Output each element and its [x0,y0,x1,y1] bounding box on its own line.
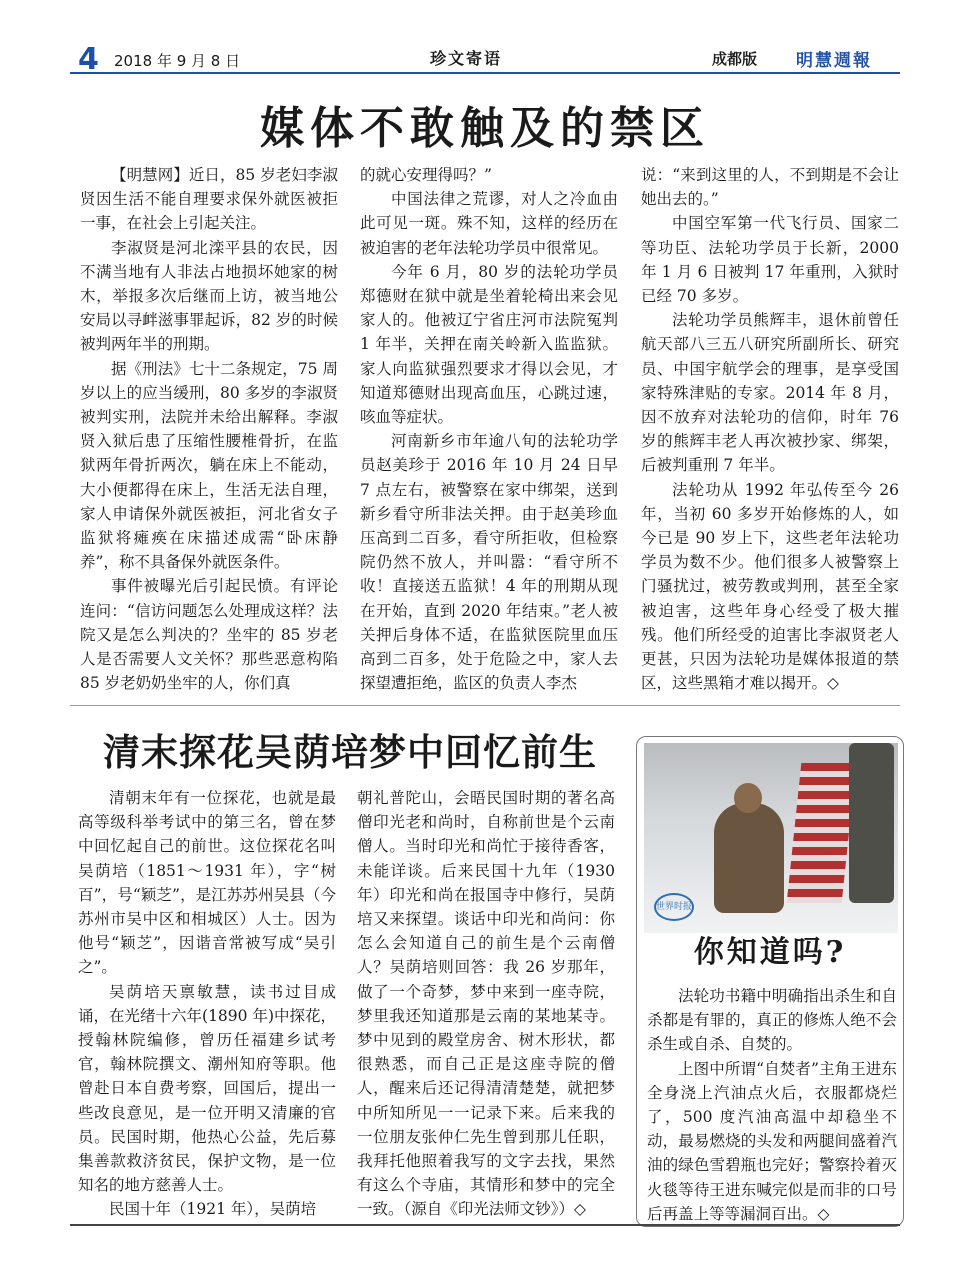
paragraph: 法轮功从 1992 年弘传至今 26 年，当初 60 多岁开始修炼的人，如今已是 90 岁上下，这些老年法轮功学员为数不少。他们很多人被警察上门骚扰过，被劳教或判刑，甚至全家被迫害，这些年身心经受了极大摧残。他们所经受的迫害比李淑贤老人更甚，只因为法轮功是媒体报道的禁区，这些黑箱才难以揭开。◇ [641,480,899,693]
paragraph: 事件被曝光后引起民愤。有评论连问：“信访问题怎么处理成这样？法院又是怎么判决的？坐牢的 85 岁老人是否需要人文关怀？那些恶意构陷 85 岁老奶奶坐牢的人，你们真 [80,577,338,693]
paragraph: 中国空军第一代飞行员、国家二等功臣、法轮功学员于长新，2000 年 1 月 6 日被判 17 年重刑，入狱时已经 70 多岁。 [641,214,899,306]
article1-column-2 [360,163,618,695]
paragraph: 清朝末年有一位探花，也就是最高等级科举考试中的第三名，曾在梦中回忆起自己的前世。这位探花名叫吴荫培（1851～1931 年），字“树百”，号“颖芝”，是江苏苏州吴县（今苏州市吴中区和相城区）人士。因为他号“颖芝”，因谐音常被写成“吴引之”。 [78,789,336,977]
paragraph: 法轮功学员熊辉丰，退休前曾任航天部八三五八研究所副所长、研究员、中国宇航学会的理事，是享受国家特殊津贴的专家。2014 年 8 月，因不放弃对法轮功的信仰，时年 76 岁的熊辉丰老人再次被抄家、绑架，后被判重刑 7 年半。 [641,311,899,475]
paragraph: 吴荫培天禀敏慧，读书过目成诵，在光绪十六年(1890 年)中探花，授翰林院编修，曾历任福建乡试考官，翰林院撰文、潮州知府等职。他曾赴日本自费考察，回国后，提出一些改良意见，是一位开明又清廉的官员。民国时期，他热心公益，先后募集善款救济贫民，保护文物，是一位知名的地方慈善人士。 [78,982,336,1195]
paragraph: 【明慧网】近日，85 岁老妇李淑贤因生活不能自理要求保外就医被拒一事，在社会上引起关注。 [80,166,338,233]
paragraph: 河南新乡市年逾八旬的法轮功学员赵美珍于 2016 年 10 月 24 日早 7 点左右，被警察在家中绑架，送到新乡看守所非法关押。由于赵美珍血压高到二百多，看守所拒收，但检察院仍然不放人，并叫嚣：“看守所不收！直接送五监狱！4 年的刑期从现在开始，直到 2020 年结束。”老人被关押后身体不适，在监狱医院里血压高到二百多，处于危险之中，家人去探望遭拒绝，监区的负责人李杰 [360,432,618,693]
footer-rule [70,1224,900,1226]
paragraph: 据《刑法》七十二条规定，75 周岁以上的应当缓刑，80 多岁的李淑贤被判实刑，法院并未给出解释。李淑贤入狱后患了压缩性腰椎骨折，在监狱两年骨折两次，躺在床上不能动，大小便都得在床上，生活无法自理，家人申请保外就医被拒，河北省女子监狱将瘫痪在床描述成需“卧床静养”，称不具备保外就医条件。 [80,359,338,572]
paragraph: 中国法律之荒谬，对人之冷血由此可见一斑。殊不知，这样的经历在被迫害的老年法轮功学员中很常见。 [360,190,618,257]
page-number: 4 [78,42,99,77]
paragraph: 说：“来到这里的人，不到期是不会让她出去的。” [641,166,899,209]
paragraph: 上图中所谓“自焚者”主角王进东全身浇上汽油点火后，衣服都烧烂了，500 度汽油高温中却稳坐不动，最易燃烧的头发和两腿间盛着汽油的绿色雪碧瓶也完好；警察拎着灭火毯等待王进东喊完似是而非的口号后再盖上等等漏洞百出。◇ [647,1059,897,1223]
paragraph: 朝礼普陀山，会晤民国时期的著名高僧印光老和尚时，自称前世是个云南僧人。当时印光和尚忙于接待香客，未能详谈。后来民国十九年（1930 年）印光和尚在报国寺中修行，吴荫培又来探望。谈话中印光和尚问：你怎么会知道自己的前生是个云南僧人？吴荫培则回答：我 26 岁那年，做了一个奇梦，梦中来到一座寺院，梦里我还知道那是云南的某地某寺。梦中见到的殿堂房舍、树木形状，都很熟悉，而自己正是这座寺院的僧人，醒来后还记得清清楚楚，就把梦中所知所见一一记录下来。后来我的一位朋友张仲仁先生曾到那儿任职，我拜托他照着我写的文字去找，果然有这么个寺庙，其情形和梦中的完全一致。（源自《印光法师文钞》）◇ [357,789,615,1219]
paragraph: 民国十年（1921 年），吴荫培 [109,1200,317,1219]
article2-column-2 [357,786,615,1222]
page-header [0,0,978,80]
issue-date: 2018 年 9 月 8 日 [114,52,241,70]
article2-title: 清末探花吴荫培梦中回忆前生 [103,731,597,774]
header-rule [70,72,900,74]
article1-column-1 [80,163,338,695]
info-sidebar [636,736,904,1227]
sidebar-title: 你知道吗? [693,935,847,970]
news-photo [644,743,898,933]
section-divider [70,705,900,706]
tv-logo-icon: 世界时报 [654,893,694,921]
paragraph: 的就心安理得吗？” [360,166,492,184]
section-name: 珍文寄语 [430,49,503,68]
paragraph: 今年 6 月，80 岁的法轮功学员郑德财在狱中就是坐着轮椅出来会见家人的。他被辽宁省庄河市法院冤判 1 年半，关押在南关岭新入监监狱。家人向监狱强烈要求才得以会见，才知道郑德财出现高血压，心跳过速，咳血等症状。 [360,262,618,427]
paragraph: 法轮功书籍中明确指出杀生和自杀都是有罪的，真正的修炼人绝不会杀生或自杀、自焚的。 [647,987,897,1054]
edition-label: 成都版 [712,50,758,68]
sidebar-body [647,984,897,1226]
standing-officer [849,743,894,903]
seated-figure [714,803,784,913]
article1-title: 媒体不敢触及的禁区 [260,103,710,154]
newspaper-name: 明慧週報 [796,51,872,71]
article1-column-3 [641,163,899,695]
paragraph: 李淑贤是河北滦平县的农民，因不满当地有人非法占地损坏她家的树木，举报多次后继而上访，被当地公安局以寻衅滋事罪起诉，82 岁的时候被判两年半的刑期。 [80,238,338,354]
article2-column-1 [78,786,336,1222]
